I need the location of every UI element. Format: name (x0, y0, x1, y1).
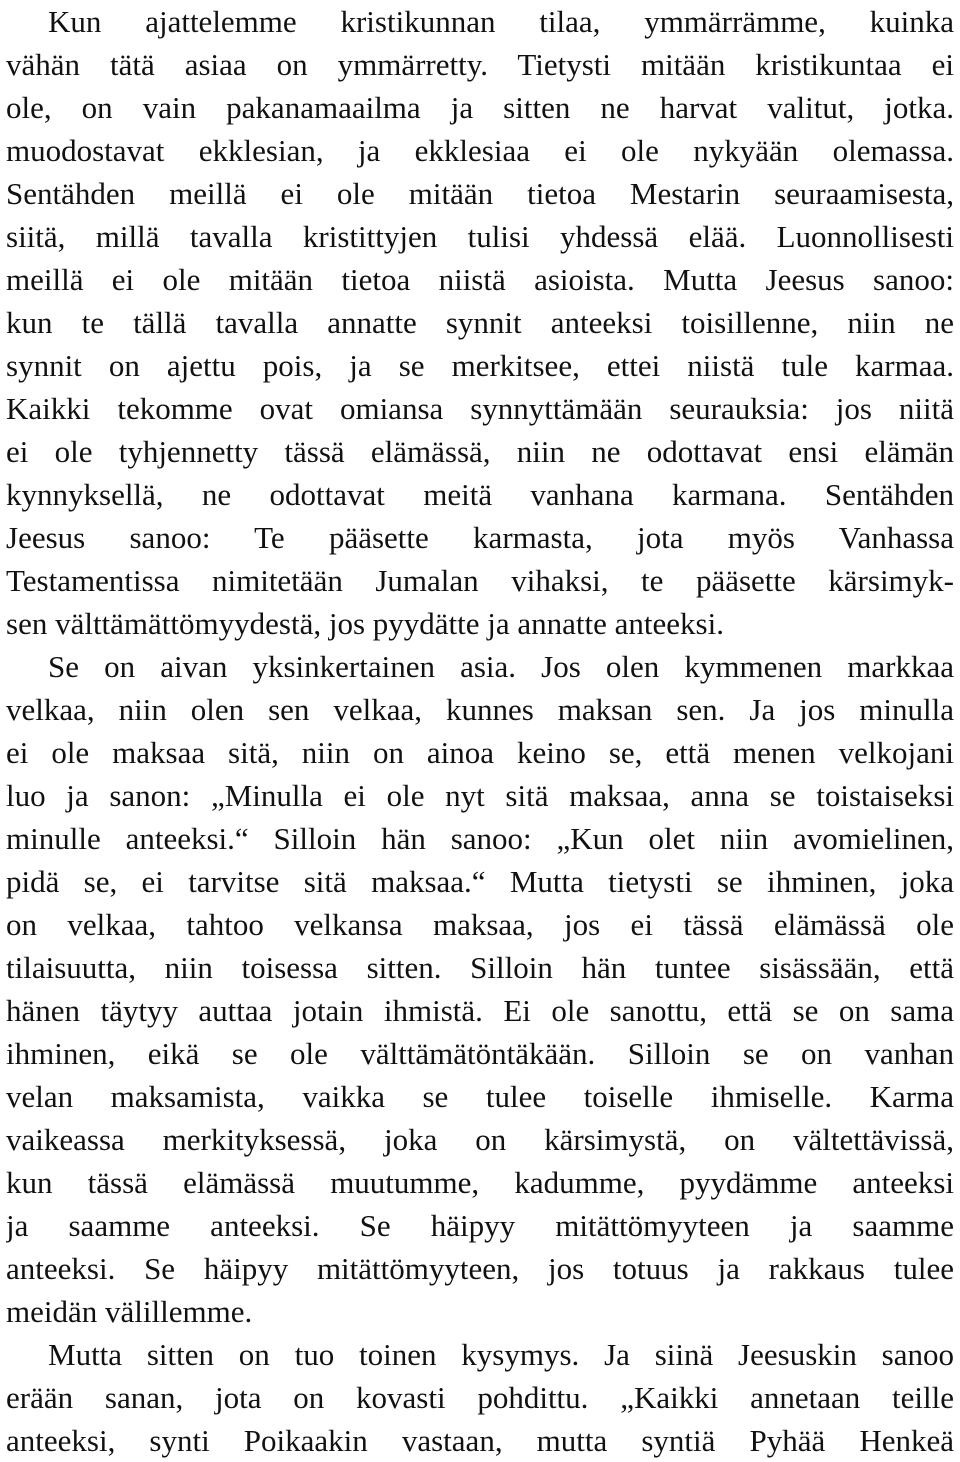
text-line: ei ole maksaa sitä, niin on ainoa keino se, että menen velkojani (6, 735, 954, 770)
text-line: hänen täytyy auttaa jotain ihmistä. Ei ole sanottu, että se on sama (6, 993, 954, 1028)
text-line: luo ja sanon: „Minulla ei ole nyt sitä maksaa, anna se toistaiseksi (6, 778, 954, 813)
text-line: anteeksi. Se häipyy mitättömyyteen, jos totuus ja rakkaus tulee (6, 1251, 954, 1286)
text-line: meillä ei ole mitään tietoa niistä asioista. Mutta Jeesus sanoo: (6, 262, 954, 297)
text-line: Jeesus sanoo: Te pääsette karmasta, jota myös Vanhassa (6, 520, 954, 555)
text-line: Kaikki tekomme ovat omiansa synnyttämään seurauksia: jos niitä (6, 391, 954, 426)
text-line: vähän tätä asiaa on ymmärretty. Tietysti mitään kristikuntaa ei (6, 47, 954, 82)
text-line: ja saamme anteeksi. Se häipyy mitättömyyteen ja saamme (6, 1208, 954, 1243)
text-line: on velkaa, tahtoo velkansa maksaa, jos ei tässä elämässä ole (6, 907, 954, 942)
text-line: synnit on ajettu pois, ja se merkitsee, ettei niistä tule karmaa. (6, 348, 954, 383)
text-line: Sentähden meillä ei ole mitään tietoa Mestarin seuraamisesta, (6, 176, 954, 211)
text-line: erään sanan, jota on kovasti pohdittu. „Kaikki annetaan teille (6, 1380, 954, 1415)
text-line: vaikeassa merkityksessä, joka on kärsimystä, on vältettävissä, (6, 1122, 954, 1157)
text-line: velkaa, niin olen sen velkaa, kunnes maksan sen. Ja jos minulla (6, 692, 954, 727)
text-line: kun tässä elämässä muutumme, kadumme, pyydämme anteeksi (6, 1165, 954, 1200)
text-line: ole, on vain pakanamaailma ja sitten ne harvat valitut, jotka. (6, 90, 954, 125)
text-line: Testamentissa nimitetään Jumalan vihaksi, te pääsette kärsimyk- (6, 563, 954, 598)
text-line: pidä se, ei tarvitse sitä maksaa.“ Mutta tietysti se ihminen, joka (6, 864, 954, 899)
text-line: kynnyksellä, ne odottavat meitä vanhana karmana. Sentähden (6, 477, 954, 512)
text-line: sen välttämättömyydestä, jos pyydätte ja annatte anteeksi. (6, 606, 724, 641)
text-line: Mutta sitten on tuo toinen kysymys. Ja siinä Jeesuskin sanoo (48, 1337, 954, 1372)
text-line: siitä, millä tavalla kristittyjen tulisi yhdessä elää. Luonnollisesti (6, 219, 954, 254)
text-line: Kun ajattelemme kristikunnan tilaa, ymmärrämme, kuinka (48, 4, 954, 39)
text-line: meidän välillemme. (6, 1294, 253, 1329)
document-page (6, 0, 954, 1462)
text-line: kun te tällä tavalla annatte synnit anteeksi toisillenne, niin ne (6, 305, 954, 340)
text-line: Se on aivan yksinkertainen asia. Jos olen kymmenen markkaa (48, 649, 954, 684)
text-line: ei ole tyhjennetty tässä elämässä, niin ne odottavat ensi elämän (6, 434, 954, 469)
text-line: velan maksamista, vaikka se tulee toiselle ihmiselle. Karma (6, 1079, 954, 1114)
text-line: muodostavat ekklesian, ja ekklesiaa ei ole nykyään olemassa. (6, 133, 954, 168)
text-line: minulle anteeksi.“ Silloin hän sanoo: „Kun olet niin avomielinen, (6, 821, 954, 856)
text-line: anteeksi, synti Poikaakin vastaan, mutta syntiä Pyhää Henkeä (6, 1423, 954, 1458)
text-line: ihminen, eikä se ole välttämätöntäkään. Silloin se on vanhan (6, 1036, 954, 1071)
text-line: tilaisuutta, niin toisessa sitten. Silloin hän tuntee sisässään, että (6, 950, 954, 985)
